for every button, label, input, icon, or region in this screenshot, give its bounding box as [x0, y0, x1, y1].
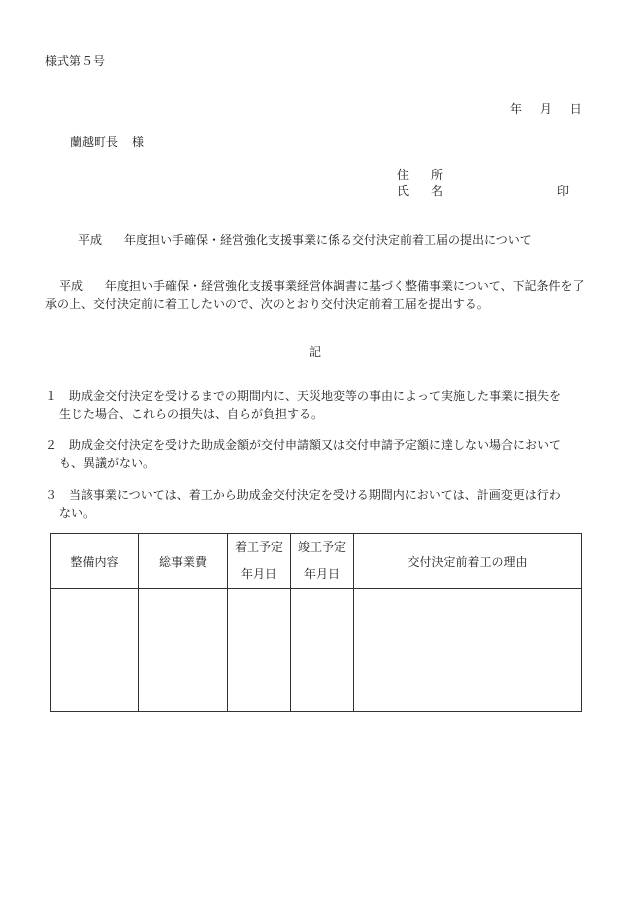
date-month: 月	[539, 102, 552, 116]
addressee-honorific: 様	[132, 135, 145, 149]
table-row	[51, 589, 582, 712]
cell-reason[interactable]	[354, 589, 582, 712]
table-header-row	[51, 534, 582, 589]
applicant-address-label	[397, 166, 443, 183]
clause-line-2: ない。	[59, 506, 96, 520]
clause-line-1: 助成金交付決定を受けた助成金額が交付申請額又は交付申請予定額に達しない場合において	[69, 438, 562, 452]
body-paragraph	[45, 277, 590, 313]
cell-start-date[interactable]	[228, 589, 291, 712]
plan-table	[50, 533, 582, 712]
header-start-date	[228, 534, 291, 589]
clause-number: ２	[45, 438, 58, 452]
name-label-char-1: 氏	[397, 184, 410, 198]
header-end-date	[291, 534, 354, 589]
header-end-line-1: 竣工予定	[297, 540, 346, 554]
title-era: 平成	[78, 233, 103, 247]
address-label-char-2: 所	[431, 168, 444, 182]
applicant-name-label	[397, 182, 443, 199]
seal-mark: 印	[557, 184, 570, 198]
cell-end-date[interactable]	[291, 589, 354, 712]
clause-line-2: 生じた場合、これらの損失は、自らが負担する。	[59, 407, 324, 421]
cell-total-cost[interactable]	[139, 589, 228, 712]
ki-heading: 記	[309, 345, 322, 359]
body-text: 年度担い手確保・経営強化支援事業経営体調書に基づく整備事業について、下記条件を了承の上、交付決定前に着工したいので、次のとおり交付決定前着工届を提出する。	[45, 279, 585, 311]
document-title	[78, 231, 532, 248]
clause-1	[45, 387, 590, 423]
header-end-line-2: 年月日	[303, 567, 340, 581]
addressee	[70, 133, 144, 150]
header-content: 整備内容	[51, 534, 139, 589]
name-label-char-2: 名	[431, 184, 444, 198]
title-text: 年度担い手確保・経営強化支援事業に係る交付決定前着工届の提出について	[124, 233, 532, 247]
date-line	[510, 100, 582, 117]
body-era: 平成	[59, 279, 84, 293]
clause-line-1: 助成金交付決定を受けるまでの期間内に、天災地変等の事由によって実施した事業に損失を	[69, 389, 562, 403]
date-day: 日	[569, 102, 582, 116]
clause-2	[45, 436, 590, 472]
clause-number: １	[45, 389, 58, 403]
form-number: 様式第５号	[45, 54, 106, 68]
header-reason: 交付決定前着工の理由	[354, 534, 582, 589]
cell-content[interactable]	[51, 589, 139, 712]
address-label-char-1: 住	[397, 168, 410, 182]
header-total-cost: 総事業費	[139, 534, 228, 589]
clause-number: ３	[45, 488, 58, 502]
addressee-name: 蘭越町長	[70, 135, 119, 149]
clause-line-2: も、異議がない。	[59, 456, 156, 470]
header-start-line-2: 年月日	[240, 567, 277, 581]
date-year: 年	[510, 102, 523, 116]
clause-3	[45, 486, 590, 522]
header-start-line-1: 着工予定	[234, 540, 283, 554]
clause-line-1: 当該事業については、着工から助成金交付決定を受ける期間内においては、計画変更は行わ	[69, 488, 561, 502]
